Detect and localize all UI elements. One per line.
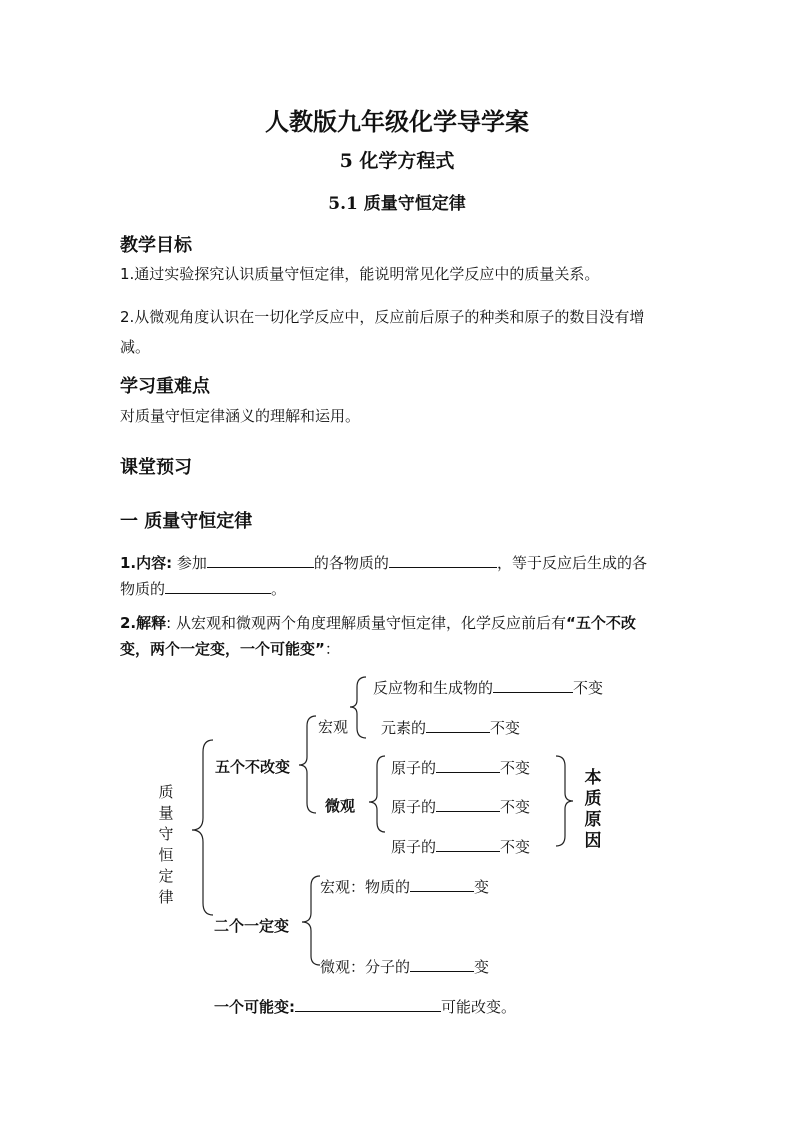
macro-item-1-end: 不变 — [573, 679, 604, 697]
maybe-label: 一个可能变: — [214, 998, 295, 1016]
content-text-d: 物质的 — [120, 580, 166, 598]
micro-brace — [369, 756, 385, 832]
content-colon: : — [166, 554, 173, 572]
micro-item-1 — [391, 756, 530, 778]
content-text-c: ，等于反应后生成的各 — [496, 554, 647, 572]
objective-1: 1.通过实验探究认识质量守恒定律，能说明常见化学反应中的质量关系。 — [120, 265, 600, 283]
chapter-title: 5 化学方程式 — [339, 150, 455, 172]
maybe-line — [214, 995, 516, 1017]
root-label: 质量守恒定律 — [158, 783, 174, 906]
two-micro-item — [320, 955, 489, 977]
five-brace — [299, 716, 316, 813]
two-micro-text: 微观：分子的 — [320, 958, 411, 976]
content-text-e: 。 — [271, 580, 287, 598]
five-label: 五个不改变 — [215, 758, 291, 776]
two-macro-text: 宏观：物质的 — [320, 878, 411, 896]
page-title: 人教版九年级化学导学案 — [265, 107, 529, 136]
blank-micro-2[interactable] — [436, 795, 500, 812]
blank-two-micro[interactable] — [410, 955, 474, 972]
micro-item-1-end: 不变 — [500, 759, 531, 777]
micro-item-2-text: 原子的 — [391, 798, 437, 816]
two-label: 二个一定变 — [214, 917, 290, 935]
macro-item-2-text: 元素的 — [381, 719, 427, 737]
objectives-heading: 教学目标 — [120, 235, 192, 256]
micro-item-2-end: 不变 — [500, 798, 531, 816]
explain-end: ： — [324, 640, 340, 658]
essential-label: 本质原因 — [584, 768, 602, 851]
preview-heading: 课堂预习 — [120, 457, 192, 478]
content-text-a: 参加 — [172, 554, 207, 572]
macro-label: 宏观 — [318, 718, 349, 736]
two-brace — [302, 876, 320, 965]
explain-bold-1: “五个不改 — [565, 614, 636, 632]
micro-item-3 — [391, 835, 530, 857]
main-brace — [192, 740, 213, 915]
objective-2-line-1: 2.从微观角度认识在一切化学反应中，反应前后原子的种类和原子的数目没有增 — [120, 308, 645, 326]
key-points-text: 对质量守恒定律涵义的理解和运用。 — [120, 407, 361, 425]
explain-label: 2.解释 — [120, 614, 167, 632]
micro-item-1-text: 原子的 — [391, 759, 437, 777]
macro-item-1 — [373, 676, 603, 698]
content-text-b: 的各物质的 — [313, 554, 389, 572]
macro-item-1-text: 反应物和生成物的 — [373, 679, 494, 697]
macro-brace — [350, 677, 366, 738]
micro-label: 微观 — [325, 797, 356, 815]
explain-bold-2: 变，两个一定变，一个可能变” — [120, 640, 325, 658]
blank-micro-3[interactable] — [436, 835, 500, 852]
macro-item-2-end: 不变 — [490, 719, 521, 737]
content-label: 1.内容 — [120, 554, 167, 572]
key-points-heading: 学习重难点 — [120, 376, 210, 397]
macro-item-2 — [381, 716, 520, 738]
two-macro-item — [320, 875, 489, 897]
blank-micro-1[interactable] — [436, 756, 500, 773]
blank-macro-1[interactable] — [493, 676, 573, 693]
maybe-end: 可能改变。 — [441, 998, 517, 1016]
micro-item-2 — [391, 795, 530, 817]
objective-2-line-2: 减。 — [120, 338, 151, 356]
essential-brace — [556, 756, 573, 846]
two-micro-end: 变 — [474, 958, 490, 976]
micro-item-3-text: 原子的 — [391, 838, 437, 856]
two-macro-end: 变 — [474, 878, 490, 896]
blank-maybe[interactable] — [295, 995, 441, 1012]
blank-two-macro[interactable] — [410, 875, 474, 892]
blank-macro-2[interactable] — [426, 716, 490, 733]
section-title: 5.1 质量守恒定律 — [328, 194, 466, 214]
explain-text: : 从宏观和微观两个角度理解质量守恒定律，化学反应前后有 — [166, 614, 566, 632]
micro-item-3-end: 不变 — [500, 838, 531, 856]
part1-heading: 一 质量守恒定律 — [120, 511, 253, 532]
